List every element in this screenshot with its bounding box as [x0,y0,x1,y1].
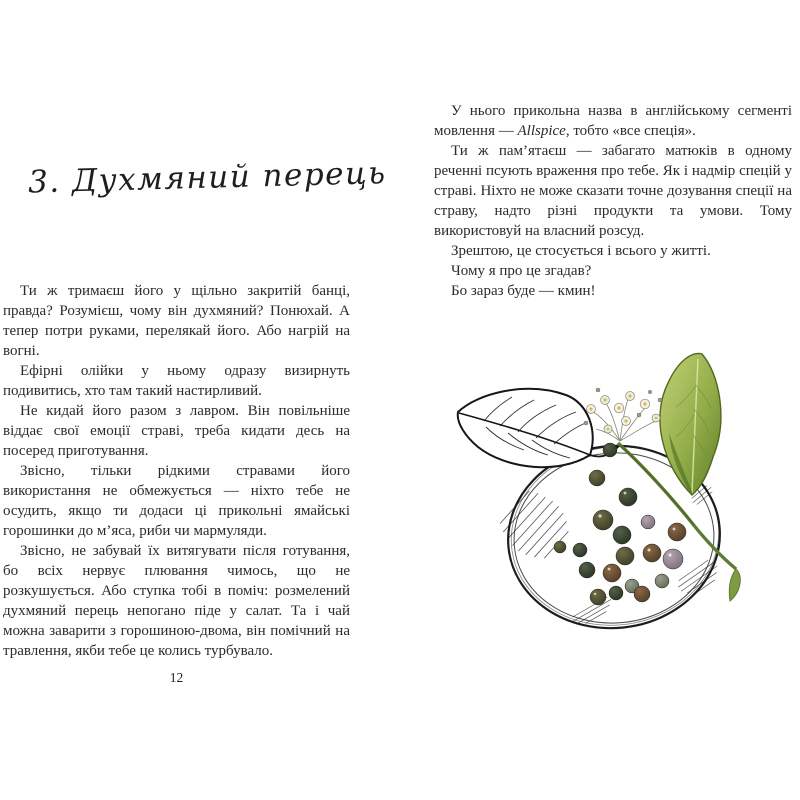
page-number: 12 [169,670,184,685]
peppercorns [554,443,686,605]
paragraph-segment: , тобто «все спеція». [565,123,696,139]
paragraph: Бо зараз буде — кмин! [451,283,596,299]
plate-hatching [495,484,723,628]
paragraph: Ти ж тримаєш його у щільно закритій банці, правда? Розумієш, чому він духмяний? Понюхай. А тепер потри руками, перелякай його. Або нагрій на вогні. [3,283,350,359]
paragraph: Зрештою, це стосується і всього у житті. [451,243,711,259]
flower-cluster [584,388,662,441]
green-leaf [660,353,721,495]
paragraph: Звісно, не забувай їх витягувати після готування, бо всіх нервує плювання чимось, що не розкушується. Або ступка тобі в поміч: розмелений духмяний перець непогано піде у салат. Та і чай можна заварити з горошиною-двома, він помічний на травлення, якби тебе це колись турбувало. [3,543,350,659]
paragraph: Не кидай його разом з лавром. Він повільніше віддає свої емоції страві, треба кидати десь на посеред приготування. [3,403,350,459]
flowers [587,392,661,434]
paragraph: Чому я про це згадав? [451,263,592,279]
paragraph [434,101,792,141]
paragraph: Ти ж пам’ятаєш — забагато матюків в одному реченні псують враження про тебе. Як і надмір спецій у страві. Ніхто не може сказати точне дозування спеції на страву, надто різні продукти та умови. Тому використовуй на власний розсуд. [434,143,792,239]
allspice-illustration [440,345,760,645]
paragraph: Ефірні олійки у ньому одразу визирнуть подивитись, хто там такий настирливий. [3,363,350,399]
allspice-italic-word: Allspice [517,123,566,139]
paragraph: Звісно, тільки рідкими стравами його використання не обмежується — ніхто тебе не осудить, якщо ти додаси ці прикольні ямайські горошинки до м’яса, риби чи мармуляди. [3,463,350,539]
chapter-title: 3. Духмяний перець [27,155,387,201]
right-page-text [434,101,792,301]
left-page-text [3,281,350,661]
ink-bay-leaf [458,389,620,467]
paragraph-segment: У нього прикольна назва в англійському сегменті мовлення — [434,103,792,139]
